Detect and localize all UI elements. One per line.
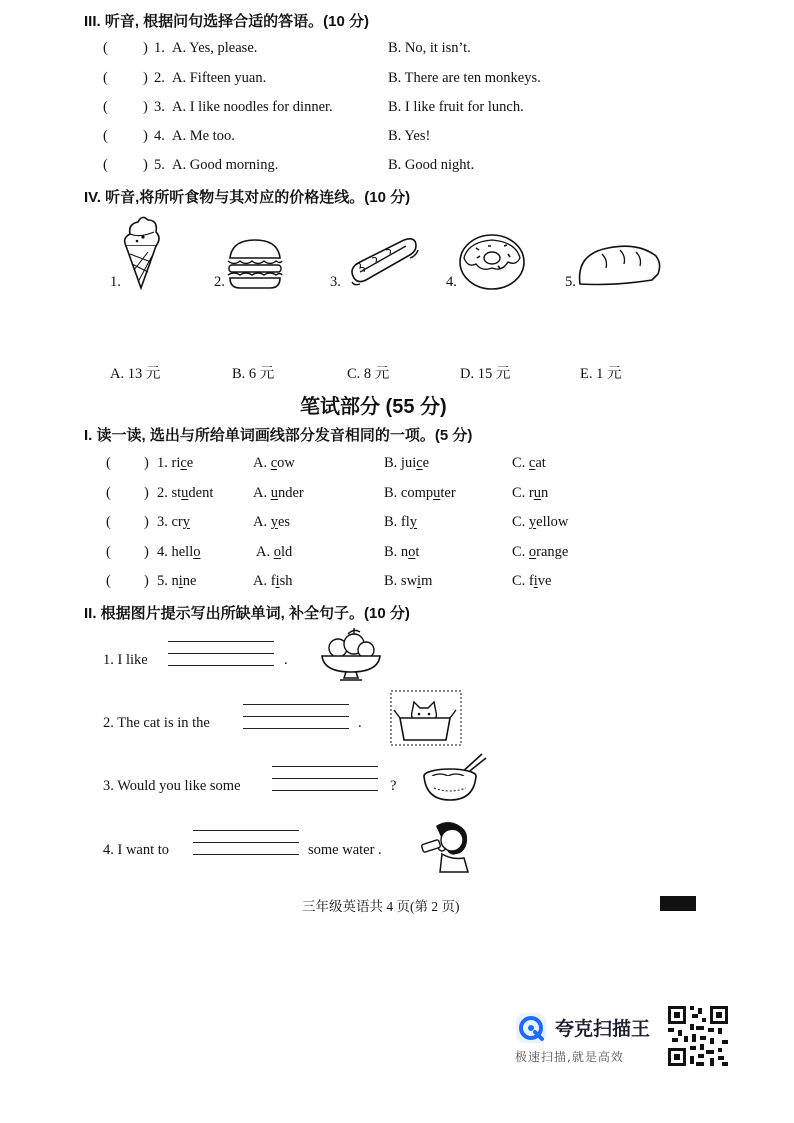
answer-paren-close: ) <box>144 514 149 530</box>
price-option: B. 6 元 <box>232 366 275 382</box>
option-c: C. yellow <box>512 514 569 530</box>
answer-paren-close: ) <box>144 485 149 501</box>
price-option: A. 13 元 <box>110 366 161 382</box>
food-number: 5. <box>565 274 576 290</box>
hamburger-icon <box>224 236 286 290</box>
answer-paren-close: ) <box>143 157 148 173</box>
item-number: 2. <box>154 70 165 86</box>
answer-blank[interactable] <box>193 830 299 866</box>
fruit-bowl-icon <box>318 626 384 684</box>
listening-item <box>0 157 794 179</box>
price-option: C. 8 元 <box>347 366 390 382</box>
phonics-word: 1. rice <box>157 455 194 471</box>
phonics-word: 2. student <box>157 485 214 501</box>
phonics-item <box>0 485 794 507</box>
answer-paren-open[interactable]: ( <box>103 128 108 144</box>
phonics-word: 3. cry <box>157 514 191 530</box>
item-number: 3. <box>154 99 165 115</box>
listening-item <box>0 99 794 121</box>
item-number: 5. <box>154 157 165 173</box>
food-number: 2. <box>214 274 225 290</box>
sentence-start: 2. The cat is in the <box>103 715 210 731</box>
food-number: 3. <box>330 274 341 290</box>
answer-paren-close: ) <box>143 99 148 115</box>
noodle-bowl-icon <box>420 752 488 808</box>
answer-paren-close: ) <box>143 128 148 144</box>
phonics-word: 5. nine <box>157 573 197 589</box>
item-number: 1. <box>154 40 165 56</box>
cat-in-box-icon <box>390 690 462 746</box>
option-a: A. I like noodles for dinner. <box>172 99 333 115</box>
phonics-item <box>0 514 794 536</box>
scanner-logo-icon <box>514 1011 548 1045</box>
option-b: B. fly <box>384 514 418 530</box>
sentence-end: ? <box>390 778 397 794</box>
option-a: A. Me too. <box>172 128 235 144</box>
price-option: D. 15 元 <box>460 366 511 382</box>
option-b: B. There are ten monkeys. <box>388 70 541 86</box>
option-b: B. I like fruit for lunch. <box>388 99 524 115</box>
sentence-start: 3. Would you like some <box>103 778 241 794</box>
answer-paren-open[interactable]: ( <box>106 573 111 589</box>
ice-cream-icon <box>118 212 164 290</box>
option-a: A. yes <box>253 514 291 530</box>
page-info: 三年级英语共 4 页(第 2 页) <box>302 899 460 914</box>
sentence-end: . <box>284 652 288 668</box>
section-iii-title: III. 听音, 根据问句选择合适的答语。(10 分) <box>84 13 370 30</box>
option-b: B. Yes! <box>388 128 431 144</box>
phonics-word: 4. hello <box>157 544 201 560</box>
phonics-item <box>0 544 794 566</box>
food-number: 1. <box>110 274 121 290</box>
answer-paren-open[interactable]: ( <box>106 455 111 471</box>
option-c: C. five <box>512 573 552 589</box>
sentence-start: 4. I want to <box>103 842 170 858</box>
option-b: B. computer <box>384 485 456 501</box>
listening-item <box>0 128 794 150</box>
option-b: B. not <box>384 544 420 560</box>
option-a: A. fish <box>253 573 293 589</box>
option-a: A. Fifteen yuan. <box>172 70 267 86</box>
option-b: B. Good night. <box>388 157 475 173</box>
option-b: B. No, it isn’t. <box>388 40 471 56</box>
option-a: A. Good morning. <box>172 157 279 173</box>
answer-paren-open[interactable]: ( <box>103 70 108 86</box>
bread-icon <box>574 240 662 290</box>
black-tab-marker <box>660 896 696 911</box>
answer-blank[interactable] <box>243 704 349 740</box>
answer-paren-open[interactable]: ( <box>103 157 108 173</box>
girl-drinking-icon <box>412 818 478 874</box>
option-a: A. cow <box>253 455 295 471</box>
donut-icon <box>458 232 526 292</box>
listening-item <box>0 70 794 92</box>
answer-paren-open[interactable]: ( <box>106 514 111 530</box>
price-option: E. 1 元 <box>580 366 622 382</box>
food-number: 4. <box>446 274 457 290</box>
section-i-title: I. 读一读, 选出与所给单词画线部分发音相同的一项。(5 分) <box>84 427 473 444</box>
answer-blank[interactable] <box>272 766 378 802</box>
phonics-item <box>0 573 794 595</box>
written-part-title: 笔试部分 (55 分) <box>300 396 447 418</box>
sentence-end: some water . <box>308 842 382 858</box>
option-c: C. run <box>512 485 549 501</box>
section-ii-title: II. 根据图片提示写出所缺单词, 补全句子。(10 分) <box>84 605 410 622</box>
phonics-item <box>0 455 794 477</box>
section-iv-title: IV. 听音,将所听食物与其对应的价格连线。(10 分) <box>84 189 411 206</box>
option-b: B. swim <box>384 573 433 589</box>
option-a: A. under <box>253 485 304 501</box>
option-a: A. old <box>256 544 293 560</box>
qr-code-icon[interactable] <box>666 1004 730 1068</box>
answer-paren-close: ) <box>144 455 149 471</box>
option-c: C. cat <box>512 455 546 471</box>
answer-paren-open[interactable]: ( <box>106 544 111 560</box>
answer-paren-close: ) <box>144 573 149 589</box>
option-c: C. orange <box>512 544 569 560</box>
scanner-brand: 夸克扫描王 <box>555 1018 651 1040</box>
answer-paren-open[interactable]: ( <box>106 485 111 501</box>
answer-paren-open[interactable]: ( <box>103 40 108 56</box>
sentence-start: 1. I like <box>103 652 148 668</box>
answer-paren-open[interactable]: ( <box>103 99 108 115</box>
item-number: 4. <box>154 128 165 144</box>
sentence-end: . <box>358 715 362 731</box>
scanner-slogan: 极速扫描,就是高效 <box>515 1050 624 1064</box>
hot-dog-icon <box>346 232 420 290</box>
listening-item <box>0 40 794 62</box>
option-b: B. juice <box>384 455 430 471</box>
answer-paren-close: ) <box>144 544 149 560</box>
option-a: A. Yes, please. <box>172 40 258 56</box>
answer-blank[interactable] <box>168 641 274 677</box>
answer-paren-close: ) <box>143 70 148 86</box>
answer-paren-close: ) <box>143 40 148 56</box>
